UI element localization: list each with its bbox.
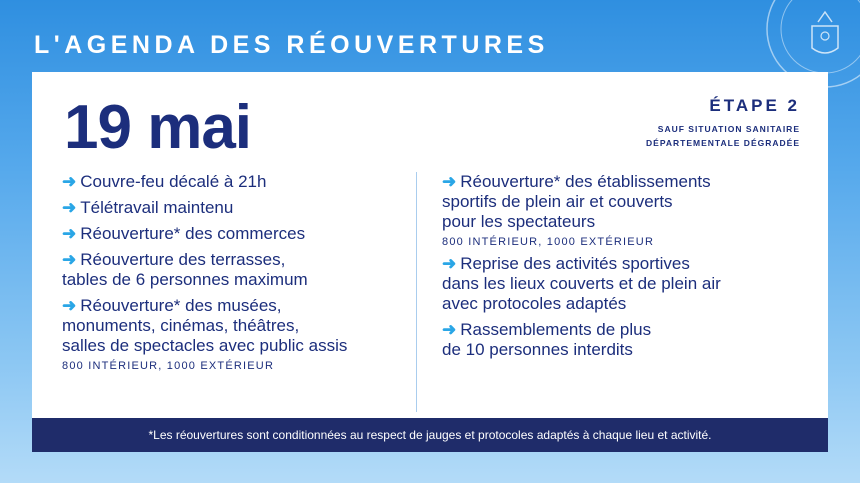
capacity-note: 800 INTÉRIEUR, 1000 EXTÉRIEUR	[442, 236, 655, 248]
list-item-text: Réouverture* des commerces	[80, 224, 306, 243]
capacity-note: 800 INTÉRIEUR, 1000 EXTÉRIEUR	[62, 360, 275, 372]
arrow-right-icon: ➜	[62, 224, 77, 243]
stage-block	[646, 96, 800, 150]
page-header-title: L'AGENDA DES RÉOUVERTURES	[34, 31, 549, 59]
list-item-text: sportifs de plein air et couverts	[442, 192, 673, 211]
arrow-right-icon: ➜	[62, 296, 77, 315]
list-item	[442, 172, 812, 232]
stage-note-line: SAUF SITUATION SANITAIRE	[657, 124, 800, 134]
arrow-right-icon: ➜	[62, 172, 77, 191]
list-item-text: Réouverture* des établissements	[460, 172, 711, 191]
list-item-text: dans les lieux couverts et de plein air	[442, 274, 721, 293]
arrow-right-icon: ➜	[442, 254, 457, 273]
arrow-right-icon: ➜	[442, 320, 457, 339]
list-item-text: Réouverture des terrasses,	[80, 250, 286, 269]
stage-note	[646, 122, 800, 150]
list-item	[442, 320, 812, 360]
list-item-text: Réouverture* des musées,	[80, 296, 282, 315]
list-item	[442, 254, 812, 314]
left-column	[62, 172, 402, 378]
list-item-text: Reprise des activités sportives	[460, 254, 690, 273]
list-item-text: Télétravail maintenu	[80, 198, 234, 217]
list-item-text: Rassemblements de plus	[460, 320, 652, 339]
list-item-text: avec protocoles adaptés	[442, 294, 627, 313]
list-item-text: pour les spectateurs	[442, 212, 596, 231]
list-item	[62, 198, 402, 218]
list-item-text: de 10 personnes interdits	[442, 340, 633, 359]
date-title: 19 mai	[64, 93, 252, 162]
footer-disclaimer: *Les réouvertures sont conditionnées au respect de jauges et protocoles adaptés à chaque lieu et activité.	[32, 418, 828, 452]
column-divider	[416, 172, 417, 412]
list-item	[62, 250, 402, 290]
list-item	[62, 296, 402, 356]
list-item-text: Couvre-feu décalé à 21h	[80, 172, 267, 191]
stage-note-line: DÉPARTEMENTALE DÉGRADÉE	[646, 138, 800, 148]
right-column	[442, 172, 812, 366]
arrow-right-icon: ➜	[62, 250, 77, 269]
list-item	[62, 224, 402, 244]
arrow-right-icon: ➜	[62, 198, 77, 217]
stage-label: ÉTAPE 2	[709, 96, 800, 115]
list-item	[62, 172, 402, 192]
list-item-text: salles de spectacles avec public assis	[62, 336, 348, 355]
agenda-card	[32, 72, 828, 418]
arrow-right-icon: ➜	[442, 172, 457, 191]
list-item-text: monuments, cinémas, théâtres,	[62, 316, 300, 335]
list-item-text: tables de 6 personnes maximum	[62, 270, 308, 289]
